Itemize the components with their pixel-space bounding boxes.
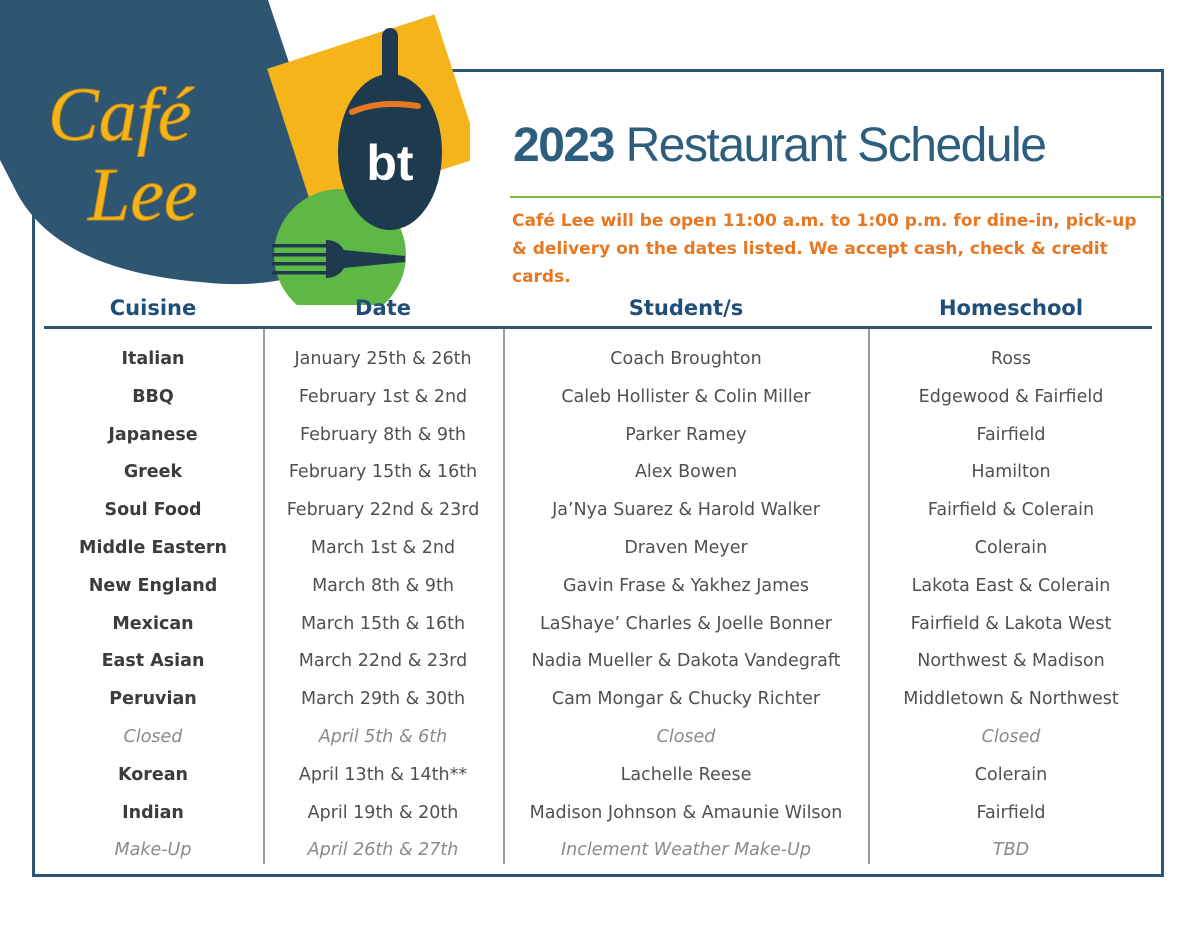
table-row — [44, 757, 1152, 795]
homeschool-cell: Fairfield — [976, 424, 1046, 445]
students-cell: Closed — [656, 726, 716, 747]
students-cell: Parker Ramey — [625, 424, 747, 445]
date-cell: January 25th & 26th — [294, 349, 472, 369]
date-cell: February 15th & 16th — [288, 462, 478, 483]
homeschool-cell: Colerain — [974, 537, 1048, 558]
students-cell: Alex Bowen — [634, 462, 738, 483]
students-cell: Gavin Frase & Yakhez James — [562, 575, 810, 596]
homeschool-cell: Northwest & Madison — [917, 651, 1105, 672]
homeschool-cell: Middletown & Northwest — [903, 689, 1119, 710]
title-text: Restaurant Schedule — [625, 119, 1046, 172]
homeschool-cell: Fairfield & Colerain — [927, 500, 1095, 521]
cuisine-cell: Mexican — [112, 613, 194, 634]
table-row — [44, 379, 1152, 417]
cuisine-cell: Closed — [123, 726, 183, 747]
cuisine-cell: Indian — [122, 802, 184, 823]
date-cell: April 5th & 6th — [318, 726, 448, 747]
date-cell: March 1st & 2nd — [310, 537, 456, 558]
cuisine-cell: BBQ — [132, 386, 174, 407]
cafe-lee-logo — [0, 0, 470, 305]
date-cell: February 1st & 2nd — [298, 386, 468, 407]
cuisine-cell: Make-Up — [114, 840, 192, 861]
cuisine-cell: Italian — [121, 349, 185, 369]
table-row — [44, 719, 1152, 757]
date-cell: March 8th & 9th — [312, 575, 454, 596]
students-cell: Madison Johnson & Amaunie Wilson — [529, 802, 843, 823]
date-cell: February 22nd & 23rd — [286, 500, 480, 521]
table-row — [44, 832, 1152, 870]
homeschool-cell: Closed — [981, 726, 1041, 747]
students-cell: Lachelle Reese — [620, 764, 752, 785]
cuisine-cell: Korean — [117, 764, 189, 785]
cuisine-cell: East Asian — [101, 651, 205, 672]
date-cell: March 22nd & 23rd — [298, 651, 468, 672]
students-cell: Coach Broughton — [610, 349, 762, 369]
table-row — [44, 606, 1152, 644]
column-header-cuisine: Cuisine — [109, 296, 197, 320]
schedule-table — [44, 341, 1152, 870]
students-cell: LaShaye’ Charles & Joelle Bonner — [540, 613, 832, 634]
homeschool-cell: TBD — [992, 840, 1030, 861]
table-row — [44, 795, 1152, 833]
students-cell: Cam Mongar & Chucky Richter — [551, 689, 821, 710]
table-row — [44, 454, 1152, 492]
date-cell: March 29th & 30th — [300, 689, 466, 710]
students-cell: Draven Meyer — [624, 537, 748, 558]
homeschool-cell: Edgewood & Fairfield — [918, 386, 1104, 407]
logo-lee-text: Lee — [88, 153, 198, 237]
homeschool-cell: Colerain — [974, 764, 1048, 785]
page-title — [513, 118, 1045, 173]
date-cell: April 19th & 20th — [307, 802, 459, 823]
table-header — [44, 296, 1152, 329]
homeschool-cell: Ross — [990, 349, 1032, 369]
table-row — [44, 568, 1152, 606]
cuisine-cell: Soul Food — [104, 500, 202, 521]
table-row — [44, 681, 1152, 719]
column-header-students: Student/s — [628, 296, 744, 320]
students-cell: Nadia Mueller & Dakota Vandegraft — [531, 651, 841, 672]
homeschool-cell: Lakota East & Colerain — [911, 575, 1111, 596]
homeschool-cell: Fairfield & Lakota West — [910, 613, 1112, 634]
bt-badge-text: bt — [366, 135, 414, 191]
students-cell: Caleb Hollister & Colin Miller — [561, 386, 811, 407]
homeschool-cell: Hamilton — [971, 462, 1051, 483]
title-year: 2023 — [513, 119, 614, 172]
students-cell: Ja’Nya Suarez & Harold Walker — [552, 500, 820, 521]
students-cell: Inclement Weather Make-Up — [560, 840, 812, 861]
cuisine-cell: Japanese — [108, 424, 198, 445]
column-header-date: Date — [355, 296, 411, 320]
title-divider — [510, 196, 1162, 198]
column-header-homeschool: Homeschool — [938, 296, 1084, 320]
cuisine-cell: Greek — [123, 462, 183, 483]
logo-cafe-text: Café — [48, 73, 192, 157]
intro-text: Café Lee will be open 11:00 a.m. to 1:00 p.m. for dine-in, pick-up & delivery on the dates listed. We accept cash, check & credit cards. — [512, 211, 1137, 287]
date-cell: April 13th & 14th** — [298, 764, 468, 785]
table-row — [44, 492, 1152, 530]
cuisine-cell: Peruvian — [109, 689, 197, 710]
date-cell: March 15th & 16th — [300, 613, 466, 634]
table-row — [44, 530, 1152, 568]
cuisine-cell: Middle Eastern — [79, 537, 227, 558]
table-row — [44, 341, 1152, 379]
date-cell: April 26th & 27th — [307, 840, 459, 861]
cuisine-cell: New England — [88, 575, 218, 596]
homeschool-cell: Fairfield — [976, 802, 1046, 823]
date-cell: February 8th & 9th — [299, 424, 467, 445]
table-row — [44, 417, 1152, 455]
table-row — [44, 643, 1152, 681]
